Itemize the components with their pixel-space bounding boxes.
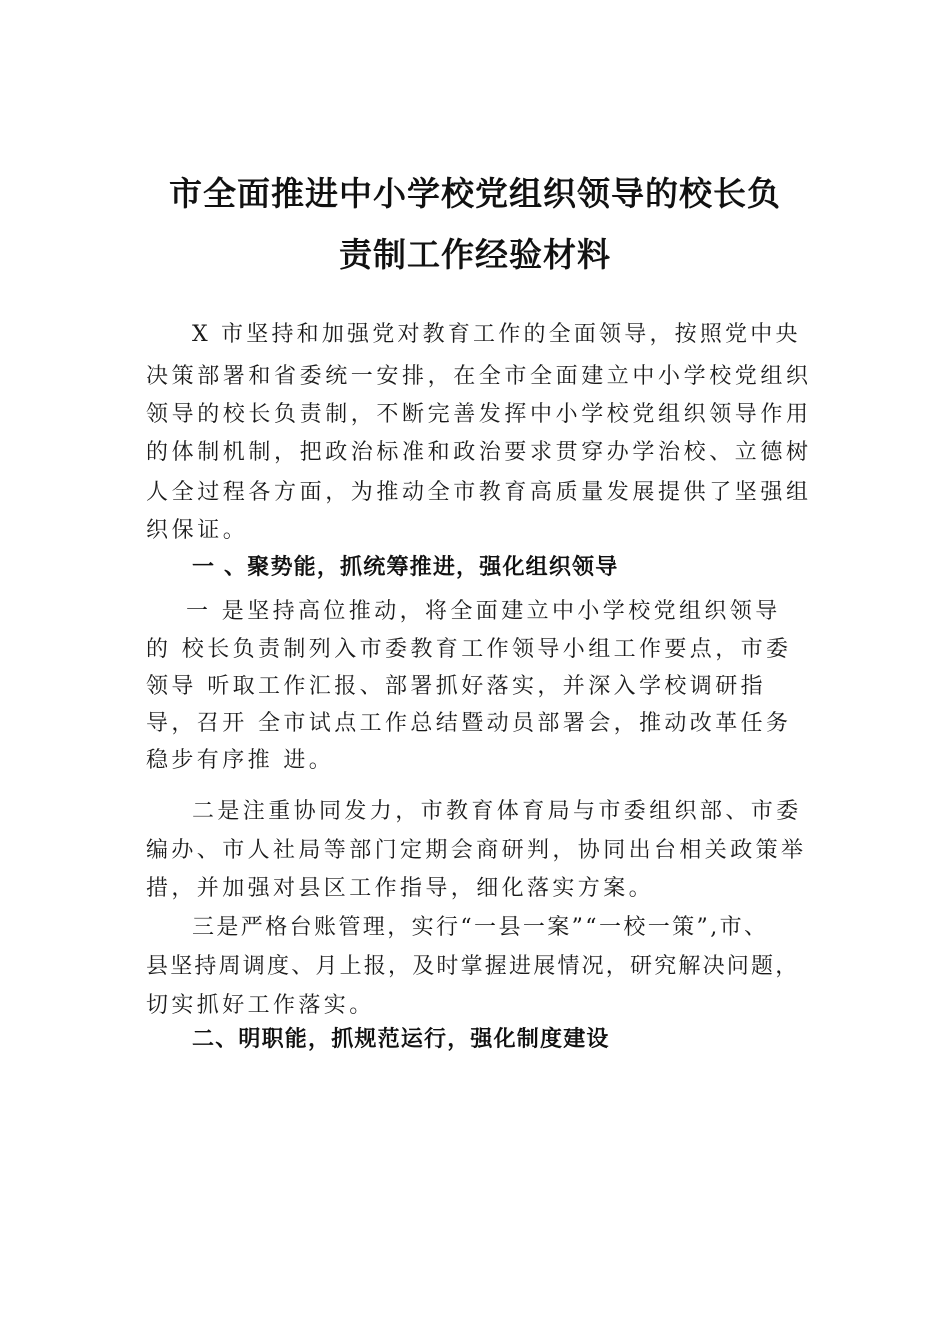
s1p1-line-3: 领导 听取工作汇报、部署抓好落实，并深入学校调研指 [146,674,766,699]
intro-line-2: 决策部署和省委统一安排，在全市全面建立中小学校党组织 [146,364,812,389]
s1p1-line-1: 一 是坚持高位推动，将全面建立中小学校党组织领导 [186,599,781,624]
s1p2-line-3: 措，并加强对县区工作指导，细化落实方案。 [146,876,655,901]
s1p2-line-1: 二是注重协同发力，市教育体育局与市委组织部、市委 [192,799,802,824]
s1p1-line-4: 导，召开 全市试点工作总结暨动员部署会，推动改革任务 [146,711,792,736]
document-title-line-1: 市全面推进中小学校党组织领导的校长负 [169,174,781,213]
s1p2-line-2: 编办、市人社局等部门定期会商研判，协同出台相关政策举 [146,838,807,863]
s1p3-line-3: 切实抓好工作落实。 [146,993,375,1018]
intro-line-4: 的体制机制，把政治标准和政治要求贯穿办学治校、立德树 [146,440,812,465]
intro-line-3: 领导的校长负责制，不断完善发挥中小学校党组织领导作用 [146,402,812,427]
s1p3-line-2: 县坚持周调度、月上报，及时掌握进展情况，研究解决问题， [146,954,800,979]
s1p1-line-2: 的 校长负责制列入市委教育工作领导小组工作要点，市委 [146,637,792,662]
intro-line-6: 织保证。 [146,518,249,543]
intro-line-1: X 市坚持和加强党对教育工作的全面领导，按照党中央 [192,322,801,347]
s1p1-line-5: 稳步有序推 进。 [146,748,335,773]
document-title-line-2: 责制工作经验材料 [339,235,611,274]
section-heading-2: 二、明职能，抓规范运行，强化制度建设 [192,1027,610,1052]
section-heading-1: 一 、聚势能，抓统筹推进，强化组织领导 [192,555,619,580]
s1p3-line-1: 三是严格台账管理，实行“一县一案”“一校一策”,市、 [192,915,769,940]
intro-line-5: 人全过程各方面，为推动全市教育高质量发展提供了坚强组 [146,480,812,505]
